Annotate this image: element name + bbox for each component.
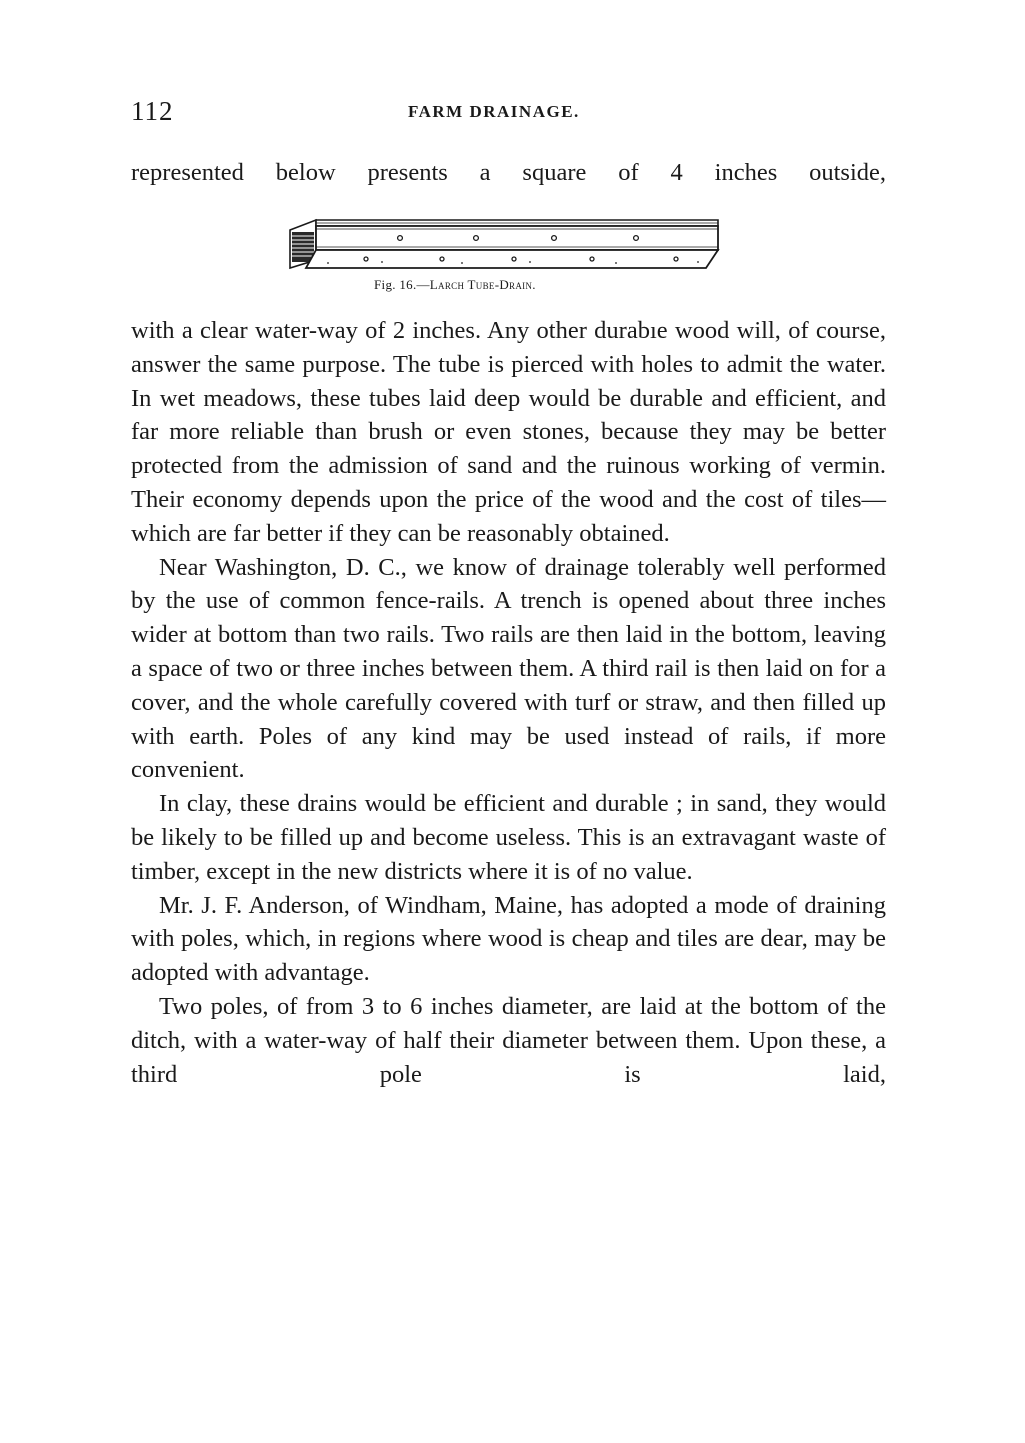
page-number: 112 [131,96,174,126]
opening-line: represented below presents a square of 4 inches outside, [131,159,886,186]
paragraph-clay: In clay, these drains would be efficient and durable ; in sand, they would be likely to be filled up and become useless. This is an extravagant waste of timber, except in the new districts where it is of no value. [131,790,886,885]
larch-tube-drain-figure [286,216,726,272]
paragraph-continuation: with a clear water-way of 2 inches. Any other durabıe wood will, of course, answer the same purpose. The tube is pierced with holes to admit the water. In wet meadows, these tubes laid deep would be durable and efficient, and far more reliable than brush or even stones, because they may be better protected from the admission of sand and the ruinous working of vermin. Their economy depends upon the price of the wood and the cost of tiles—which are far better if they can be reasonably obtained. [131,317,886,547]
tube-side-face [316,226,718,250]
figure-caption-prefix: Fig. 16.— [374,277,430,292]
running-head: FARM DRAINAGE. [408,102,580,121]
paragraph-two-poles: Two poles, of from 3 to 6 inches diameter, are laid at the bottom of the ditch, with a water-way of half their diameter between them. Upon these, a third pole is laid, [131,992,886,1088]
figure-caption-title: Larch Tube-Drain. [429,277,536,292]
body-text [131,314,886,1091]
paragraph-anderson: Mr. J. F. Anderson, of Windham, Maine, has adopted a mode of draining with poles, which, in regions where wood is cheap and tiles are dear, may be adopted with advantage. [131,891,886,987]
figure-caption [374,277,536,293]
paragraph-washington: Near Washington, D. C., we know of drainage tolerably well performed by the use of common fence-rails. A trench is opened about three inches wider at bottom than two rails. Two rails are then laid in the bottom, leaving a space of two or three inches between them. A third rail is then laid on for a cover, and the whole carefully covered with turf or straw, and then filled up with earth. Poles of any kind may be used instead of rails, if more convenient. [131,553,886,784]
